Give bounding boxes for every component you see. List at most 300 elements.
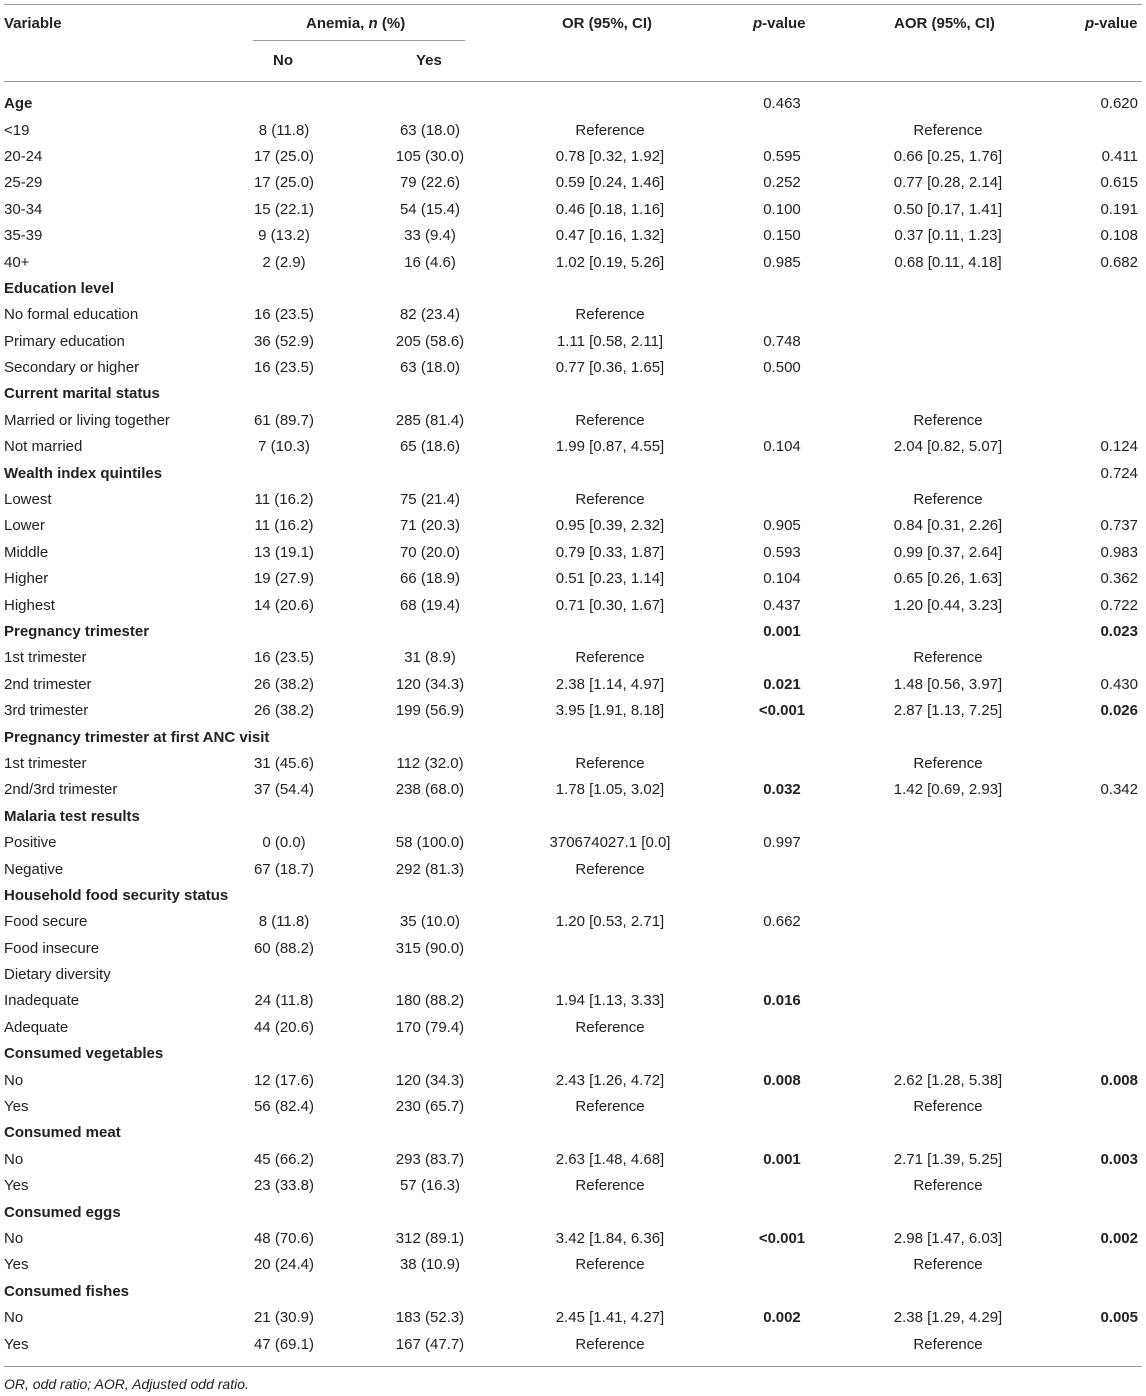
table-section-row [0, 276, 1146, 302]
header-ap-suffix: -value [1094, 15, 1138, 32]
table-section-row [0, 883, 1146, 909]
row-adjusted-p-value-cell [1060, 355, 1146, 381]
row-adjusted-p-value-cell: 0.342 [1100, 781, 1138, 799]
header-bottom-rule [4, 81, 1142, 82]
row-p-value-cell [728, 724, 836, 750]
row-p-value-cell [728, 804, 836, 830]
row-p-value-cell: 0.985 [763, 253, 801, 271]
row-p-value-cell: 0.500 [763, 359, 801, 377]
row-or-cell: 0.95 [0.39, 2.32] [555, 517, 665, 535]
table-row [0, 408, 1146, 434]
row-aor-cell [836, 460, 1060, 486]
row-or-cell [492, 619, 728, 645]
row-or-cell: 2.45 [1.41, 4.27] [555, 1309, 665, 1327]
row-p-value-cell: 0.905 [763, 517, 801, 535]
row-anemia-no-cell [200, 91, 368, 117]
row-variable-cell: <19 [4, 121, 30, 139]
row-or-cell: Reference [575, 1177, 645, 1195]
row-aor-cell: 1.42 [0.69, 2.93] [893, 781, 1003, 799]
row-p-value-cell [728, 936, 836, 962]
row-or-cell: Reference [575, 411, 645, 429]
row-p-value-cell: <0.001 [758, 1229, 806, 1247]
row-adjusted-p-value-cell [1060, 1041, 1146, 1067]
row-aor-cell [836, 1120, 1060, 1146]
row-p-value-cell: 0.997 [763, 834, 801, 852]
row-adjusted-p-value-cell [1060, 936, 1146, 962]
row-anemia-no-cell: 26 (38.2) [253, 702, 315, 720]
row-or-cell [492, 1120, 728, 1146]
row-anemia-no-cell [200, 1199, 368, 1225]
row-anemia-yes-cell [368, 724, 492, 750]
row-aor-cell: Reference [913, 649, 983, 667]
row-anemia-yes-cell: 230 (65.7) [395, 1098, 465, 1116]
row-p-value-cell [728, 1015, 836, 1041]
row-p-value-cell: 0.748 [763, 332, 801, 350]
row-anemia-no-cell: 16 (23.5) [253, 649, 315, 667]
row-anemia-yes-cell: 68 (19.4) [399, 596, 461, 614]
row-aor-cell: 0.65 [0.26, 1.63] [893, 570, 1003, 588]
row-or-cell [492, 1199, 728, 1225]
row-anemia-yes-cell: 58 (100.0) [395, 834, 465, 852]
row-aor-cell: Reference [913, 411, 983, 429]
row-or-cell: 1.94 [1.13, 3.33] [555, 992, 665, 1010]
row-anemia-yes-cell [368, 1041, 492, 1067]
table-row [0, 672, 1146, 698]
row-anemia-no-cell: 44 (20.6) [253, 1018, 315, 1036]
header-anemia-prefix: Anemia, [306, 15, 369, 32]
row-aor-cell [836, 619, 1060, 645]
row-variable-cell: Lower [4, 517, 45, 535]
row-variable-cell: Yes [4, 1098, 29, 1116]
row-variable-cell: 3rd trimester [4, 702, 89, 720]
row-p-value-cell: 0.593 [763, 543, 801, 561]
row-or-cell [492, 1279, 728, 1305]
row-p-value-cell: 0.104 [763, 438, 801, 456]
row-variable-cell: Secondary or higher [4, 359, 140, 377]
row-variable-cell: Consumed fishes [4, 1282, 130, 1300]
table-row [0, 1094, 1146, 1120]
row-anemia-no-cell [200, 276, 368, 302]
row-aor-cell: 0.37 [0.11, 1.23] [894, 227, 1002, 245]
row-variable-cell: No [4, 1150, 24, 1168]
row-adjusted-p-value-cell: 0.724 [1100, 464, 1138, 482]
row-aor-cell [836, 936, 1060, 962]
row-variable-cell: Primary education [4, 332, 125, 350]
row-or-cell: 1.11 [0.58, 2.11] [556, 332, 664, 350]
row-p-value-cell [728, 645, 836, 671]
row-anemia-no-cell: 60 (88.2) [253, 939, 315, 957]
row-anemia-yes-cell [368, 1120, 492, 1146]
row-variable-cell: Malaria test results [4, 807, 140, 825]
table-footnote: OR, odd ratio; AOR, Adjusted odd ratio. [4, 1376, 249, 1392]
row-p-value-cell [728, 487, 836, 513]
row-anemia-no-cell: 31 (45.6) [253, 754, 315, 772]
row-anemia-no-cell: 8 (11.8) [258, 913, 310, 931]
row-adjusted-p-value-cell [1060, 1252, 1146, 1278]
row-p-value-cell [728, 381, 836, 407]
row-p-value-cell [728, 408, 836, 434]
row-aor-cell: 2.98 [1.47, 6.03] [893, 1229, 1003, 1247]
row-anemia-no-cell: 16 (23.5) [253, 306, 315, 324]
table-section-row [0, 381, 1146, 407]
row-or-cell [492, 1041, 728, 1067]
row-adjusted-p-value-cell [1060, 804, 1146, 830]
row-anemia-no-cell: 11 (16.2) [254, 517, 314, 535]
table-bottom-rule [4, 1366, 1142, 1367]
row-variable-cell: 2nd trimester [4, 675, 92, 693]
row-aor-cell: Reference [913, 1335, 983, 1353]
row-or-cell: 0.78 [0.32, 1.92] [555, 147, 665, 165]
results-table [0, 91, 1146, 1358]
row-anemia-no-cell: 26 (38.2) [253, 675, 315, 693]
row-variable-cell: 2nd/3rd trimester [4, 781, 118, 799]
row-aor-cell: 0.99 [0.37, 2.64] [893, 543, 1003, 561]
row-p-value-cell: 0.001 [763, 623, 801, 640]
row-or-cell [492, 276, 728, 302]
row-anemia-yes-cell [368, 619, 492, 645]
row-adjusted-p-value-cell: 0.002 [1100, 1229, 1138, 1247]
row-p-value-cell: 0.008 [763, 1071, 801, 1089]
row-variable-cell: Inadequate [4, 992, 80, 1010]
table-row [0, 936, 1146, 962]
row-or-cell [492, 883, 728, 909]
row-anemia-yes-cell: 120 (34.3) [395, 675, 465, 693]
row-anemia-no-cell [200, 804, 368, 830]
table-row [0, 566, 1146, 592]
table-row [0, 249, 1146, 275]
row-variable-cell: 30-34 [4, 200, 43, 218]
row-aor-cell [836, 329, 1060, 355]
row-anemia-yes-cell: 199 (56.9) [395, 702, 465, 720]
row-p-value-cell [728, 1279, 836, 1305]
row-p-value-cell: 0.150 [763, 227, 801, 245]
row-anemia-yes-cell: 120 (34.3) [395, 1071, 465, 1089]
row-or-cell [492, 804, 728, 830]
row-aor-cell [836, 1041, 1060, 1067]
row-or-cell: Reference [575, 860, 645, 878]
table-section-row [0, 460, 1146, 486]
row-variable-cell: No [4, 1229, 24, 1247]
row-aor-cell: Reference [913, 1098, 983, 1116]
row-p-value-cell [728, 751, 836, 777]
table-row [0, 1173, 1146, 1199]
table-section-row [0, 1041, 1146, 1067]
table-row [0, 777, 1146, 803]
row-anemia-yes-cell: 312 (89.1) [395, 1229, 465, 1247]
row-or-cell: 1.02 [0.19, 5.26] [555, 253, 665, 271]
row-variable-cell: 20-24 [4, 147, 43, 165]
row-p-value-cell: 0.001 [763, 1150, 801, 1168]
row-p-value-cell [728, 1331, 836, 1357]
row-p-value-cell: 0.252 [763, 174, 801, 192]
row-aor-cell: Reference [913, 1256, 983, 1274]
row-or-cell: 3.95 [1.91, 8.18] [555, 702, 665, 720]
row-adjusted-p-value-cell: 0.983 [1100, 543, 1138, 561]
row-or-cell: 0.71 [0.30, 1.67] [555, 596, 665, 614]
table-row [0, 223, 1146, 249]
row-aor-cell [836, 804, 1060, 830]
table-row [0, 909, 1146, 935]
header-anemia-group [306, 15, 405, 32]
header-ap-italic: p [1085, 15, 1095, 32]
table-row [0, 830, 1146, 856]
row-adjusted-p-value-cell: 0.620 [1100, 95, 1138, 113]
row-adjusted-p-value-cell [1060, 883, 1146, 909]
row-variable-cell: Negative [4, 860, 64, 878]
table-row [0, 856, 1146, 882]
row-aor-cell [836, 883, 1060, 909]
row-anemia-yes-cell: 293 (83.7) [395, 1150, 465, 1168]
table-section-row [0, 1279, 1146, 1305]
row-adjusted-p-value-cell [1060, 1120, 1146, 1146]
row-anemia-no-cell: 36 (52.9) [253, 332, 315, 350]
row-anemia-no-cell: 8 (11.8) [258, 121, 310, 139]
table-row [0, 751, 1146, 777]
row-variable-cell: Middle [4, 543, 49, 561]
row-anemia-no-cell: 13 (19.1) [253, 543, 315, 561]
row-aor-cell [836, 962, 1060, 988]
row-anemia-yes-cell: 31 (8.9) [404, 649, 456, 667]
row-aor-cell: 2.04 [0.82, 5.07] [893, 438, 1003, 456]
row-anemia-yes-cell: 238 (68.0) [395, 781, 465, 799]
row-or-cell: 0.77 [0.36, 1.65] [555, 359, 665, 377]
row-variable-cell: Lowest [4, 491, 52, 509]
row-anemia-yes-cell [368, 962, 492, 988]
row-anemia-yes-cell: 71 (20.3) [399, 517, 461, 535]
row-anemia-no-cell [200, 460, 368, 486]
row-anemia-yes-cell: 16 (4.6) [404, 253, 456, 271]
row-adjusted-p-value-cell: 0.023 [1100, 623, 1138, 640]
row-anemia-yes-cell: 285 (81.4) [395, 411, 465, 429]
row-or-cell: 1.99 [0.87, 4.55] [555, 438, 665, 456]
row-adjusted-p-value-cell [1060, 1015, 1146, 1041]
row-or-cell: 0.79 [0.33, 1.87] [555, 543, 665, 561]
row-anemia-no-cell: 17 (25.0) [253, 174, 315, 192]
row-variable-cell: Yes [4, 1256, 29, 1274]
row-adjusted-p-value-cell [1060, 1173, 1146, 1199]
row-aor-cell: Reference [913, 121, 983, 139]
table-row [0, 329, 1146, 355]
header-p-suffix: -value [762, 15, 806, 32]
row-variable-cell: Food secure [4, 913, 88, 931]
row-adjusted-p-value-cell [1060, 276, 1146, 302]
row-anemia-no-cell: 56 (82.4) [253, 1098, 315, 1116]
row-or-cell: Reference [575, 1335, 645, 1353]
row-anemia-no-cell: 15 (22.1) [253, 200, 315, 218]
row-anemia-yes-cell: 63 (18.0) [399, 359, 461, 377]
row-variable-cell: Dietary diversity [4, 966, 111, 984]
row-variable-cell: Not married [4, 438, 83, 456]
row-variable-cell: Yes [4, 1335, 29, 1353]
table-row [0, 1015, 1146, 1041]
row-anemia-no-cell: 7 (10.3) [258, 438, 310, 456]
row-adjusted-p-value-cell [1060, 962, 1146, 988]
row-aor-cell: 2.71 [1.39, 5.25] [893, 1150, 1003, 1168]
header-variable: Variable [4, 15, 62, 32]
row-aor-cell [836, 988, 1060, 1014]
row-adjusted-p-value-cell [1060, 856, 1146, 882]
row-or-cell: 0.46 [0.18, 1.16] [555, 200, 665, 218]
table-row [0, 592, 1146, 618]
row-or-cell [492, 460, 728, 486]
row-adjusted-p-value-cell [1060, 1279, 1146, 1305]
row-anemia-yes-cell: 54 (15.4) [399, 200, 461, 218]
table-row [0, 170, 1146, 196]
row-or-cell: 2.38 [1.14, 4.97] [555, 675, 665, 693]
row-aor-cell: Reference [913, 491, 983, 509]
row-variable-cell: No formal education [4, 306, 139, 324]
row-anemia-yes-cell: 75 (21.4) [399, 491, 461, 509]
row-anemia-no-cell: 47 (69.1) [253, 1335, 315, 1353]
row-p-value-cell [728, 1252, 836, 1278]
row-anemia-no-cell: 9 (13.2) [258, 227, 310, 245]
row-anemia-yes-cell: 82 (23.4) [399, 306, 461, 324]
row-variable-cell: Consumed vegetables [4, 1045, 164, 1063]
row-or-cell: 1.20 [0.53, 2.71] [555, 913, 665, 931]
row-anemia-yes-cell: 66 (18.9) [399, 570, 461, 588]
row-adjusted-p-value-cell [1060, 302, 1146, 328]
row-anemia-yes-cell: 170 (79.4) [395, 1018, 465, 1036]
row-variable-cell: Adequate [4, 1018, 69, 1036]
row-anemia-yes-cell: 167 (47.7) [395, 1335, 465, 1353]
row-anemia-yes-cell [368, 276, 492, 302]
row-p-value-cell: 0.016 [763, 992, 801, 1010]
row-or-cell [492, 381, 728, 407]
row-p-value-cell: <0.001 [758, 702, 806, 720]
row-anemia-no-cell: 20 (24.4) [253, 1256, 315, 1274]
row-variable-cell: Positive [4, 834, 57, 852]
row-anemia-yes-cell: 183 (52.3) [395, 1309, 465, 1327]
row-adjusted-p-value-cell: 0.003 [1100, 1150, 1138, 1168]
row-anemia-yes-cell [368, 804, 492, 830]
table-row [0, 1305, 1146, 1331]
table-section-row [0, 1199, 1146, 1225]
row-aor-cell [836, 276, 1060, 302]
row-anemia-no-cell: 45 (66.2) [253, 1150, 315, 1168]
row-or-cell: 0.59 [0.24, 1.46] [555, 174, 665, 192]
row-aor-cell: Reference [913, 754, 983, 772]
row-anemia-no-cell: 19 (27.9) [253, 570, 315, 588]
row-or-cell: 1.78 [1.05, 3.02] [555, 781, 665, 799]
row-aor-cell: 0.84 [0.31, 2.26] [893, 517, 1003, 535]
row-adjusted-p-value-cell: 0.737 [1100, 517, 1138, 535]
row-or-cell: Reference [575, 1098, 645, 1116]
row-anemia-yes-cell: 205 (58.6) [395, 332, 465, 350]
row-p-value-cell: 0.100 [763, 200, 801, 218]
row-aor-cell: 2.38 [1.29, 4.29] [893, 1309, 1003, 1327]
header-no: No [273, 52, 293, 69]
row-adjusted-p-value-cell [1060, 751, 1146, 777]
header-p-value [753, 15, 806, 32]
row-adjusted-p-value-cell [1060, 487, 1146, 513]
row-p-value-cell [728, 962, 836, 988]
row-adjusted-p-value-cell [1060, 1199, 1146, 1225]
row-anemia-yes-cell: 292 (81.3) [395, 860, 465, 878]
row-or-cell [492, 962, 728, 988]
row-aor-cell: 1.20 [0.44, 3.23] [893, 596, 1003, 614]
row-adjusted-p-value-cell [1060, 830, 1146, 856]
row-p-value-cell: 0.595 [763, 147, 801, 165]
row-adjusted-p-value-cell: 0.005 [1100, 1309, 1138, 1327]
row-adjusted-p-value-cell [1060, 909, 1146, 935]
header-or: OR (95%, CI) [562, 15, 653, 32]
row-adjusted-p-value-cell: 0.362 [1100, 570, 1138, 588]
row-adjusted-p-value-cell: 0.124 [1100, 438, 1138, 456]
table-row [0, 302, 1146, 328]
row-adjusted-p-value-cell [1060, 1094, 1146, 1120]
row-p-value-cell [728, 276, 836, 302]
row-variable-cell: Pregnancy trimester at first ANC visit [4, 728, 270, 746]
table-row [0, 1226, 1146, 1252]
row-p-value-cell [728, 117, 836, 143]
row-p-value-cell: 0.437 [763, 596, 801, 614]
row-p-value-cell: 0.002 [763, 1309, 801, 1327]
row-anemia-no-cell [200, 1279, 368, 1305]
row-aor-cell [836, 302, 1060, 328]
row-variable-cell: Pregnancy trimester [4, 623, 150, 640]
row-anemia-yes-cell: 57 (16.3) [399, 1177, 461, 1195]
row-anemia-yes-cell: 112 (32.0) [396, 754, 464, 772]
row-anemia-yes-cell: 38 (10.9) [399, 1256, 461, 1274]
row-anemia-no-cell: 48 (70.6) [253, 1229, 315, 1247]
row-anemia-yes-cell [368, 1279, 492, 1305]
row-aor-cell: 0.77 [0.28, 2.14] [893, 174, 1003, 192]
row-adjusted-p-value-cell: 0.026 [1100, 702, 1138, 720]
row-anemia-yes-cell [368, 91, 492, 117]
row-aor-cell [836, 381, 1060, 407]
anemia-group-rule [253, 40, 465, 41]
row-or-cell: Reference [575, 121, 645, 139]
table-row [0, 645, 1146, 671]
row-variable-cell: No [4, 1309, 24, 1327]
row-p-value-cell [728, 1041, 836, 1067]
row-aor-cell: Reference [913, 1177, 983, 1195]
table-row [0, 487, 1146, 513]
row-variable-cell: 40+ [4, 253, 30, 271]
row-p-value-cell [728, 1120, 836, 1146]
row-or-cell: 370674027.1 [0.0] [549, 834, 671, 852]
row-p-value-cell [728, 1199, 836, 1225]
row-anemia-no-cell: 24 (11.8) [254, 992, 314, 1010]
row-adjusted-p-value-cell [1060, 329, 1146, 355]
row-variable-cell: Food insecure [4, 939, 100, 957]
row-variable-cell: Consumed eggs [4, 1203, 121, 1221]
row-adjusted-p-value-cell: 0.682 [1100, 253, 1138, 271]
table-row [0, 355, 1146, 381]
row-or-cell: Reference [575, 1256, 645, 1274]
row-anemia-no-cell: 16 (23.5) [253, 359, 315, 377]
row-p-value-cell [728, 883, 836, 909]
row-anemia-no-cell: 61 (89.7) [253, 411, 315, 429]
table-section-row [0, 804, 1146, 830]
row-or-cell: 2.63 [1.48, 4.68] [555, 1150, 665, 1168]
row-or-cell [492, 936, 728, 962]
row-anemia-yes-cell [368, 460, 492, 486]
row-or-cell: 3.42 [1.84, 6.36] [555, 1229, 665, 1247]
table-row [0, 1331, 1146, 1357]
row-or-cell: 0.51 [0.23, 1.14] [555, 570, 665, 588]
row-aor-cell [836, 1199, 1060, 1225]
row-anemia-no-cell [200, 619, 368, 645]
row-aor-cell [836, 91, 1060, 117]
table-row [0, 540, 1146, 566]
row-anemia-no-cell: 37 (54.4) [253, 781, 315, 799]
table-section-row [0, 91, 1146, 117]
row-variable-cell: Age [4, 95, 33, 113]
row-anemia-yes-cell: 35 (10.0) [399, 913, 461, 931]
row-variable-cell: Highest [4, 596, 55, 614]
table-top-rule [4, 4, 1142, 5]
